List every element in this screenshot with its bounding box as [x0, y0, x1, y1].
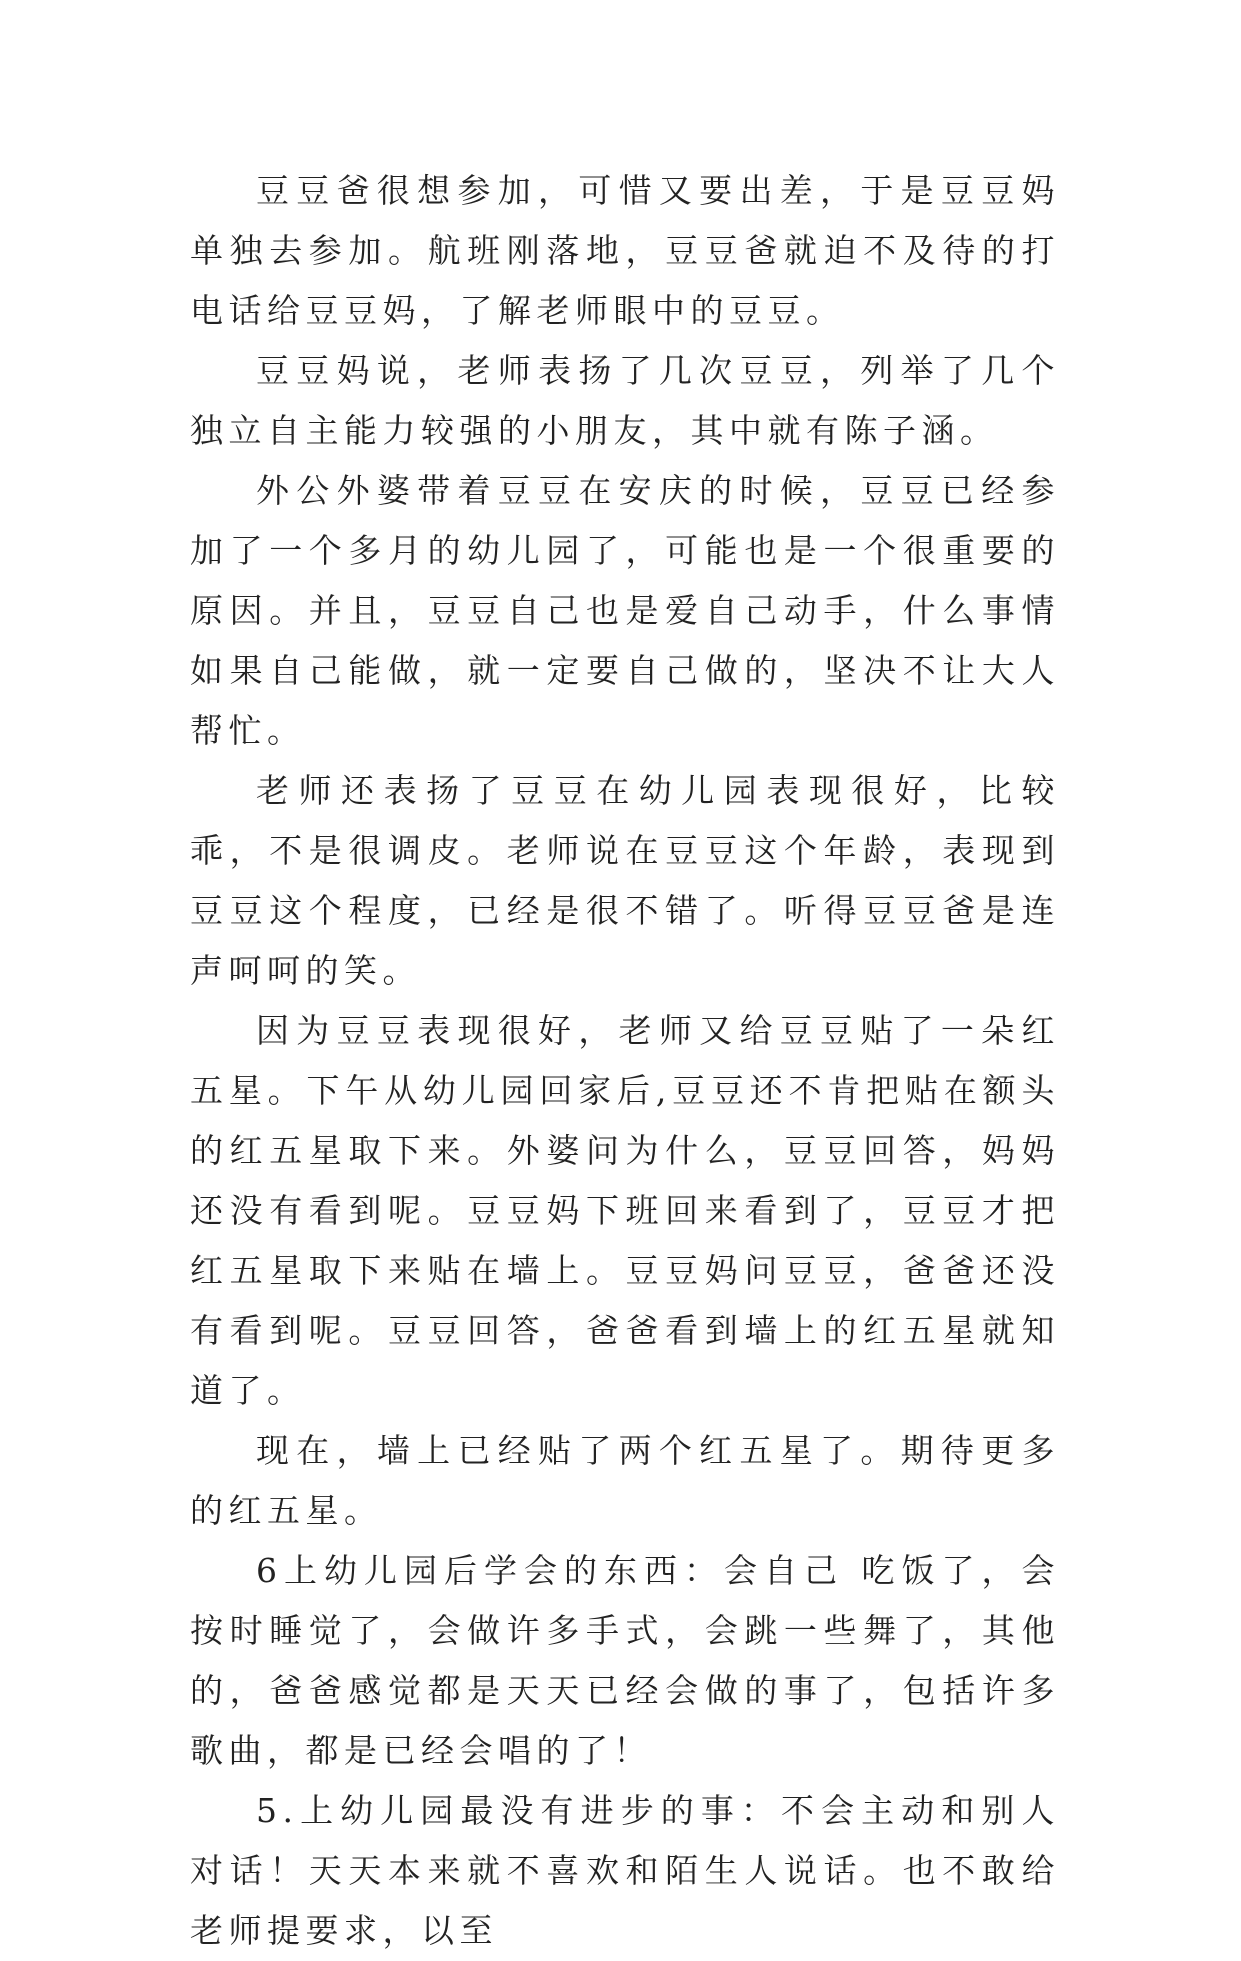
paragraph-4: 老师还表扬了豆豆在幼儿园表现很好，比较乖，不是很调皮。老师说在豆豆这个年龄，表现到豆豆这个程度，已经是很不错了。听得豆豆爸是连声呵呵的笑。: [190, 771, 1060, 990]
paragraph-6: 现在，墙上已经贴了两个红五星了。期待更多的红五星。: [190, 1431, 1060, 1530]
paragraph-8: 5.上幼儿园最没有进步的事：不会主动和别人对话！天天本来就不喜欢和陌生人说话。也不敢给老师提要求，以至: [190, 1791, 1060, 1950]
paragraph-3: 外公外婆带着豆豆在安庆的时候，豆豆已经参加了一个多月的幼儿园了，可能也是一个很重要的原因。并且，豆豆自己也是爱自己动手，什么事情如果自己能做，就一定要自己做的，坚决不让大人帮忙。: [190, 471, 1060, 750]
paragraph-2: 豆豆妈说，老师表扬了几次豆豆，列举了几个独立自主能力较强的小朋友，其中就有陈子涵。: [190, 351, 1060, 450]
document-body: [190, 161, 1060, 1961]
paragraph-1: 豆豆爸很想参加，可惜又要出差，于是豆豆妈单独去参加。航班刚落地，豆豆爸就迫不及待的打电话给豆豆妈，了解老师眼中的豆豆。: [190, 171, 1060, 330]
paragraph-5: 因为豆豆表现很好，老师又给豆豆贴了一朵红五星。下午从幼儿园回家后,豆豆还不肯把贴在额头的红五星取下来。外婆问为什么，豆豆回答，妈妈还没有看到呢。豆豆妈下班回来看到了，豆豆才把红五星取下来贴在墙上。豆豆妈问豆豆，爸爸还没有看到呢。豆豆回答，爸爸看到墙上的红五星就知道了。: [190, 1011, 1060, 1410]
paragraph-7: 6上幼儿园后学会的东西：会自己 吃饭了，会按时睡觉了，会做许多手式，会跳一些舞了，其他的，爸爸感觉都是天天已经会做的事了，包括许多歌曲，都是已经会唱的了！: [190, 1551, 1060, 1770]
